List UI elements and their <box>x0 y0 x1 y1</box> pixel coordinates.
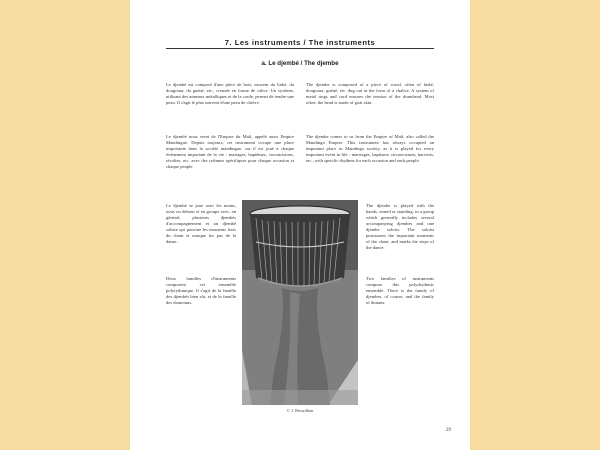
paragraph-en-4: Two families of instruments compose this polyrhythmic ensemble. There is the family of djembes, of course, and the family of dununs. <box>366 276 434 305</box>
title-rule <box>166 48 434 49</box>
paragraph-fr-3: Le djembé se joue avec les mains, assis ou debout et en groupe avec, en général, plusieurs djembés d'accompagnement et un djembé soliste qui ponctue les moments forts du chant et marque les pas de la danse. <box>166 203 236 244</box>
paragraph-fr-1: Le djembé est composé d'une pièce de bois, souvent du linké, du dougoura, du guéné, etc., creusée en forme de calice. Un système, utilisant des anneaux métalliques et de la corde, permet de tendre une peau. Il s'agit le plus souvent d'une peau de chèvre. <box>166 82 294 105</box>
document-page <box>130 0 470 450</box>
djembe-illustration <box>242 200 358 405</box>
djembe-photo <box>242 200 358 405</box>
section-title: a. Le djembé / The djembe <box>261 60 339 67</box>
paragraph-fr-4: Deux familles d'instruments composent cet ensemble polyrythmique. Il s'agit de la famille des djembés bien sûr, et de la famille des dounouns. <box>166 276 236 305</box>
paragraph-en-3: The djembe is played with the hands, seated or standing, in a group which generally includes several accompanying djembes and one djembe soloist. The soloist punctuates the important moments of the chant, and marks the steps of the dance. <box>366 203 434 250</box>
paragraph-en-1: The djembe is composed of a piece of wood, often of linké, dougoura, guéné, etc. dug out in the form of a chalice. A system of metal rings and cord ensures the tension of the drumhead. Most often, the head is made of goat skin. <box>306 82 434 105</box>
chapter-title: 7. Les instruments / The instruments <box>224 38 376 47</box>
page-number: 29 <box>446 428 451 433</box>
paragraph-fr-2: Le djembé nous vient de l'Empire du Mali, appelé aussi Empire Mandingue. Depuis toujours, cet instrument occupe une place importante dans la société mandingue, car il est joué à chaque événement important de la vie : mariages, baptêmes, circoncisions, récoltes, etc. avec des rythmes spécifiques pour chaque occasion et chaque peuple. <box>166 134 294 169</box>
paragraph-en-2: The djembe comes to us from the Empire of Mali, also called the Mandingo Empire. This instrument has always occupied an important place in Mandingo society, as it is played for every important event in life : marriages, baptisms, circoncisions, harvests, etc., with specific rhythms for each occasion and each people. <box>306 134 434 163</box>
photo-credit: © J. Bessolhan <box>286 408 314 413</box>
